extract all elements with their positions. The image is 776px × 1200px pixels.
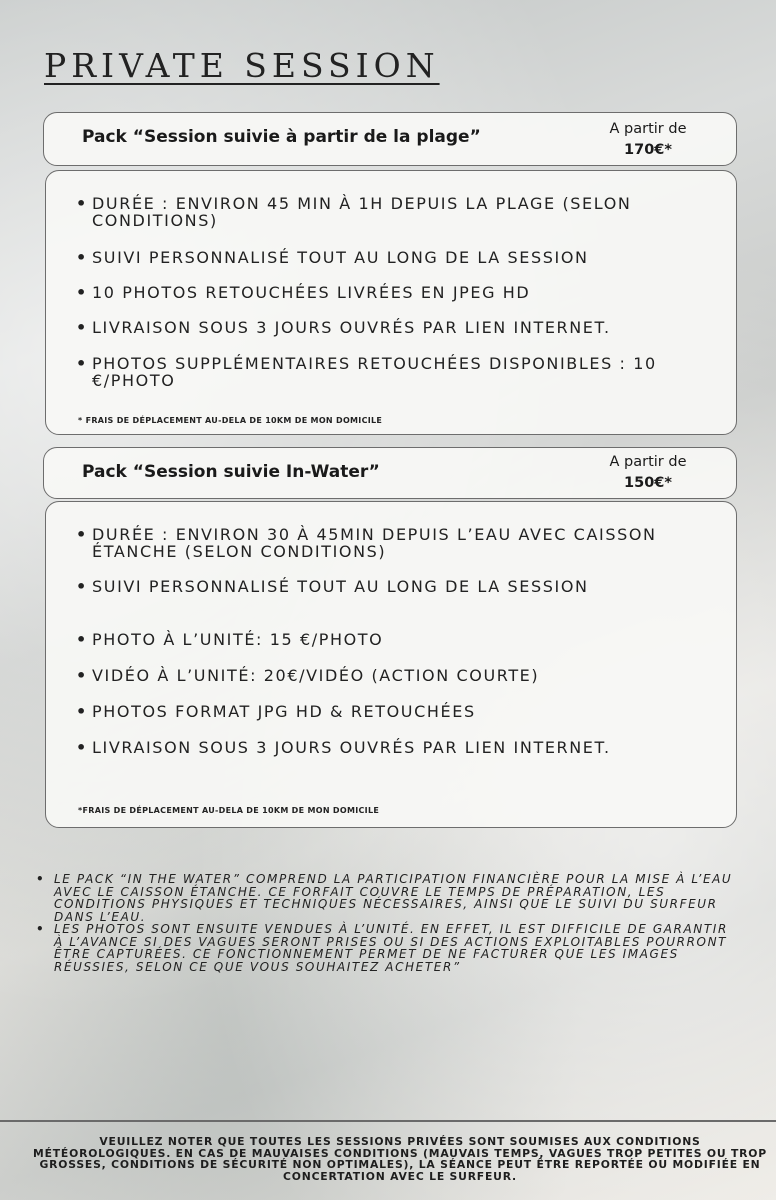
travel-fee-footnote: * FRAIS DE DÉPLACEMENT AU-DELA DE 10KM DE MON DOMICILE bbox=[78, 416, 383, 425]
price-prefix: A partir de bbox=[609, 454, 687, 470]
feature-photo-price: • PHOTO À L’UNITÉ: 15 €/PHOTO bbox=[92, 631, 702, 648]
pack-name: Pack “Session suivie In-Water” bbox=[82, 462, 380, 482]
price-prefix: A partir de bbox=[609, 121, 687, 137]
feature-delivery: • LIVRAISON SOUS 3 JOURS OUVRÉS PAR LIEN INTERNET. bbox=[92, 739, 702, 756]
note-in-water-pack: • LE PACK “IN THE WATER” COMPREND LA PARTICIPATION FINANCIÈRE POUR LA MISE À L’EAU AVEC LE CAISSON ÉTANCHE. CE FORFAIT COUVRE LE TEMPS DE PRÉPARATION, LES CONDITIONS PHYSIQUES ET TECHNIQUES NÉCESSAIRES, AINSI QUE LE SUIVI DU SURFEUR DANS L’EAU. bbox=[36, 873, 736, 923]
pack-price bbox=[598, 119, 698, 161]
feature-delivery: • LIVRAISON SOUS 3 JOURS OUVRÉS PAR LIEN INTERNET. bbox=[92, 319, 702, 336]
travel-fee-footnote: *FRAIS DE DÉPLACEMENT AU-DELA DE 10KM DE MON DOMICILE bbox=[78, 806, 380, 815]
footer-divider bbox=[0, 1120, 776, 1122]
pack-header-plage bbox=[43, 112, 737, 166]
feature-video-price: • VIDÉO À L’UNITÉ: 20€/VIDÉO (ACTION COURTE) bbox=[92, 667, 702, 684]
feature-photo-format: • PHOTOS FORMAT JPG HD & RETOUCHÉES bbox=[92, 703, 702, 720]
feature-follow-up: • SUIVI PERSONNALISÉ TOUT AU LONG DE LA SESSION bbox=[92, 578, 702, 595]
feature-photos-included: • 10 PHOTOS RETOUCHÉES LIVRÉES EN JPEG HD bbox=[92, 284, 702, 301]
pack-details-in-water bbox=[45, 501, 737, 828]
price-amount: 170€* bbox=[624, 142, 672, 158]
pack-name: Pack “Session suivie à partir de la plage” bbox=[82, 127, 481, 147]
page-title: PRIVATE SESSION bbox=[44, 46, 440, 85]
pack-header-in-water bbox=[43, 447, 737, 499]
notes-list bbox=[36, 873, 736, 973]
feature-duration: • DURÉE : ENVIRON 30 À 45MIN DEPUIS L’EAU AVEC CAISSON ÉTANCHE (SELON CONDITIONS) bbox=[92, 526, 702, 560]
price-amount: 150€* bbox=[624, 475, 672, 491]
feature-extra-photos: • PHOTOS SUPPLÉMENTAIRES RETOUCHÉES DISPONIBLES : 10 €/PHOTO bbox=[92, 355, 702, 389]
feature-duration: • DURÉE : ENVIRON 45 MIN À 1H DEPUIS LA PLAGE (SELON CONDITIONS) bbox=[92, 195, 702, 229]
pack-price bbox=[598, 452, 698, 494]
feature-follow-up: • SUIVI PERSONNALISÉ TOUT AU LONG DE LA SESSION bbox=[92, 249, 702, 266]
weather-disclaimer: VEUILLEZ NOTER QUE TOUTES LES SESSIONS PRIVÉES SONT SOUMISES AUX CONDITIONS MÉTÉOROLOGIQUES. EN CAS DE MAUVAISES CONDITIONS (MAUVAIS TEMPS, VAGUES TROP PETITES OU TROP GROSSES, CONDITIONS DE SÉCURITÉ NON OPTIMALES), LA SÉANCE PEUT ÊTRE REPORTÉE OU MODIFIÉE EN CONCERTATION AVEC LE SURFEUR. bbox=[33, 1135, 767, 1183]
note-photo-sales: • LES PHOTOS SONT ENSUITE VENDUES À L’UNITÉ. EN EFFET, IL EST DIFFICILE DE GARANTIR À L’AVANCE SI DES VAGUES SERONT PRISES OU SI DES ACTIONS EXPLOITABLES POURRONT ÊTRE CAPTURÉES. CE FONCTIONNEMENT PERMET DE NE FACTURER QUE LES IMAGES RÉUSSIES, SELON CE QUE VOUS SOUHAITEZ ACHETER” bbox=[36, 923, 736, 973]
pack-details-plage bbox=[45, 170, 737, 435]
